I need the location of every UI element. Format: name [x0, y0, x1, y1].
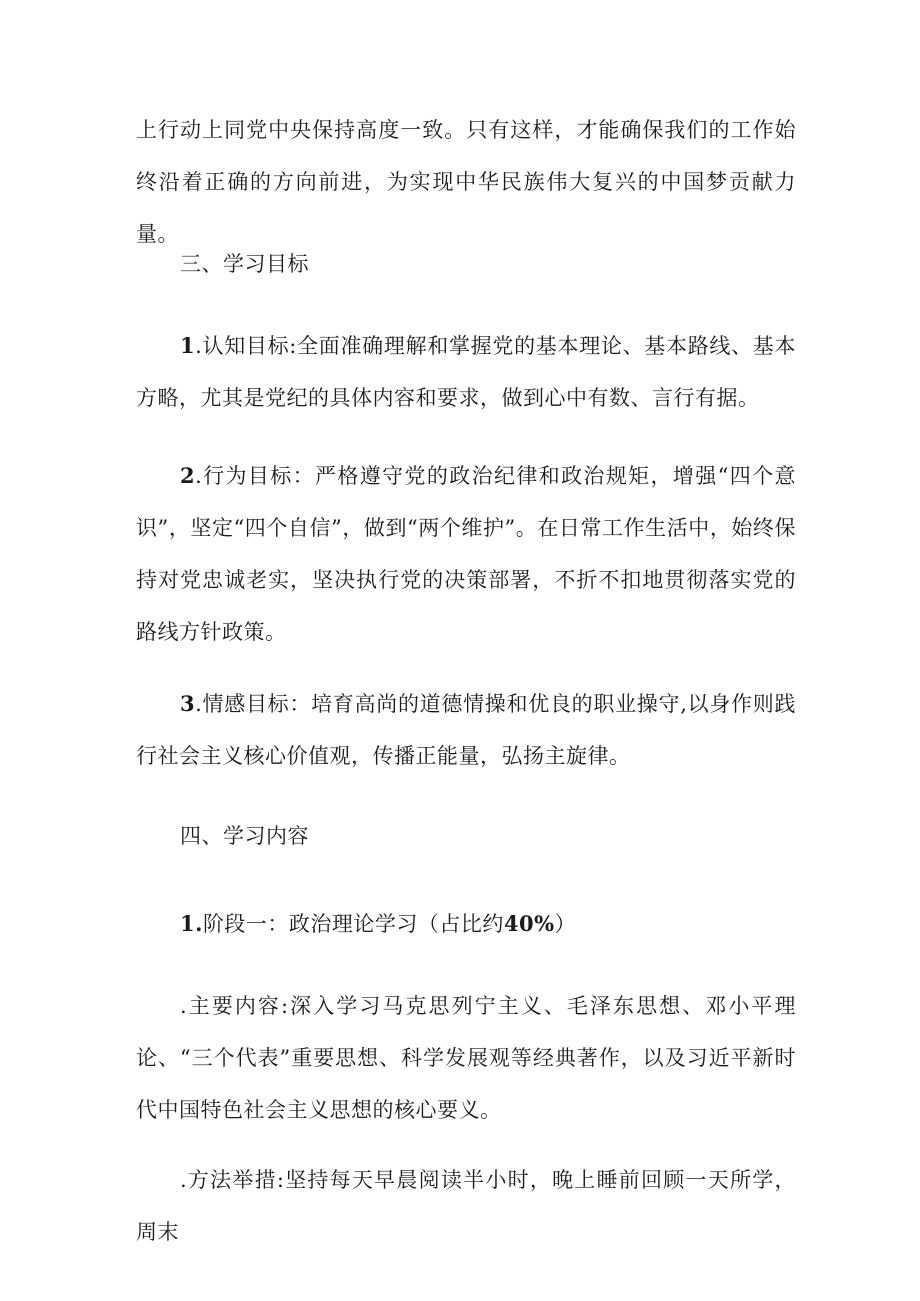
stage-heading-political-theory	[180, 898, 576, 950]
section-heading-learning-content-text: 四、学习内容	[180, 824, 309, 848]
goal-item-cognitive-number: 1	[180, 333, 196, 358]
paragraph-main-content-text: .主要内容:深入学习马克思列宁主义、毛泽东思想、邓小平理论、“三个代表”重要思想、科学发展观等经典著作，以及习近平新时代中国特色社会主义思想的核心要义。	[136, 994, 796, 1122]
paragraph-method-text: .方法举措:坚持每天早晨阅读半小时，晚上睡前回顾一天所学，周末	[136, 1168, 796, 1244]
goal-item-cognitive-text: .认知目标:全面准确理解和掌握党的基本理论、基本路线、基本方略，尤其是党纪的具体内容和要求，做到心中有数、言行有据。	[136, 334, 796, 410]
section-heading-learning-goals-text: 三、学习目标	[180, 252, 309, 276]
goal-item-emotional-text: .情感目标：培育高尚的道德情操和优良的职业操守,以身作则践行社会主义核心价值观，传播正能量，弘扬主旋律。	[136, 692, 796, 768]
goal-item-cognitive	[136, 320, 796, 424]
paragraph-conclusion-text: 上行动上同党中央保持高度一致。只有这样，才能确保我们的工作始终沿着正确的方向前进，为实现中华民族伟大复兴的中国梦贡献力量。	[136, 118, 796, 246]
goal-item-behavioral-number: 2	[180, 463, 196, 488]
paragraph-conclusion	[136, 104, 796, 260]
stage-heading-number: 1.	[180, 911, 203, 936]
section-heading-learning-goals	[180, 238, 309, 290]
goal-item-behavioral	[136, 450, 796, 658]
goal-item-emotional	[136, 678, 796, 782]
stage-heading-close: ）	[554, 912, 577, 936]
section-heading-learning-content	[180, 810, 309, 862]
paragraph-method	[136, 1154, 796, 1258]
goal-item-emotional-number: 3	[180, 691, 196, 716]
paragraph-main-content	[136, 980, 796, 1136]
goal-item-behavioral-text: .行为目标：严格遵守党的政治纪律和政治规矩，增强“四个意识”，坚定“四个自信”，做到“两个维护”。在日常工作生活中，始终保持对党忠诚老实，坚决执行党的决策部署，不折不扣地贯彻落实党的路线方针政策。	[136, 464, 796, 644]
stage-heading-percentage: 40%	[503, 911, 555, 936]
stage-heading-text: 阶段一：政治理论学习（占比约	[202, 912, 504, 936]
